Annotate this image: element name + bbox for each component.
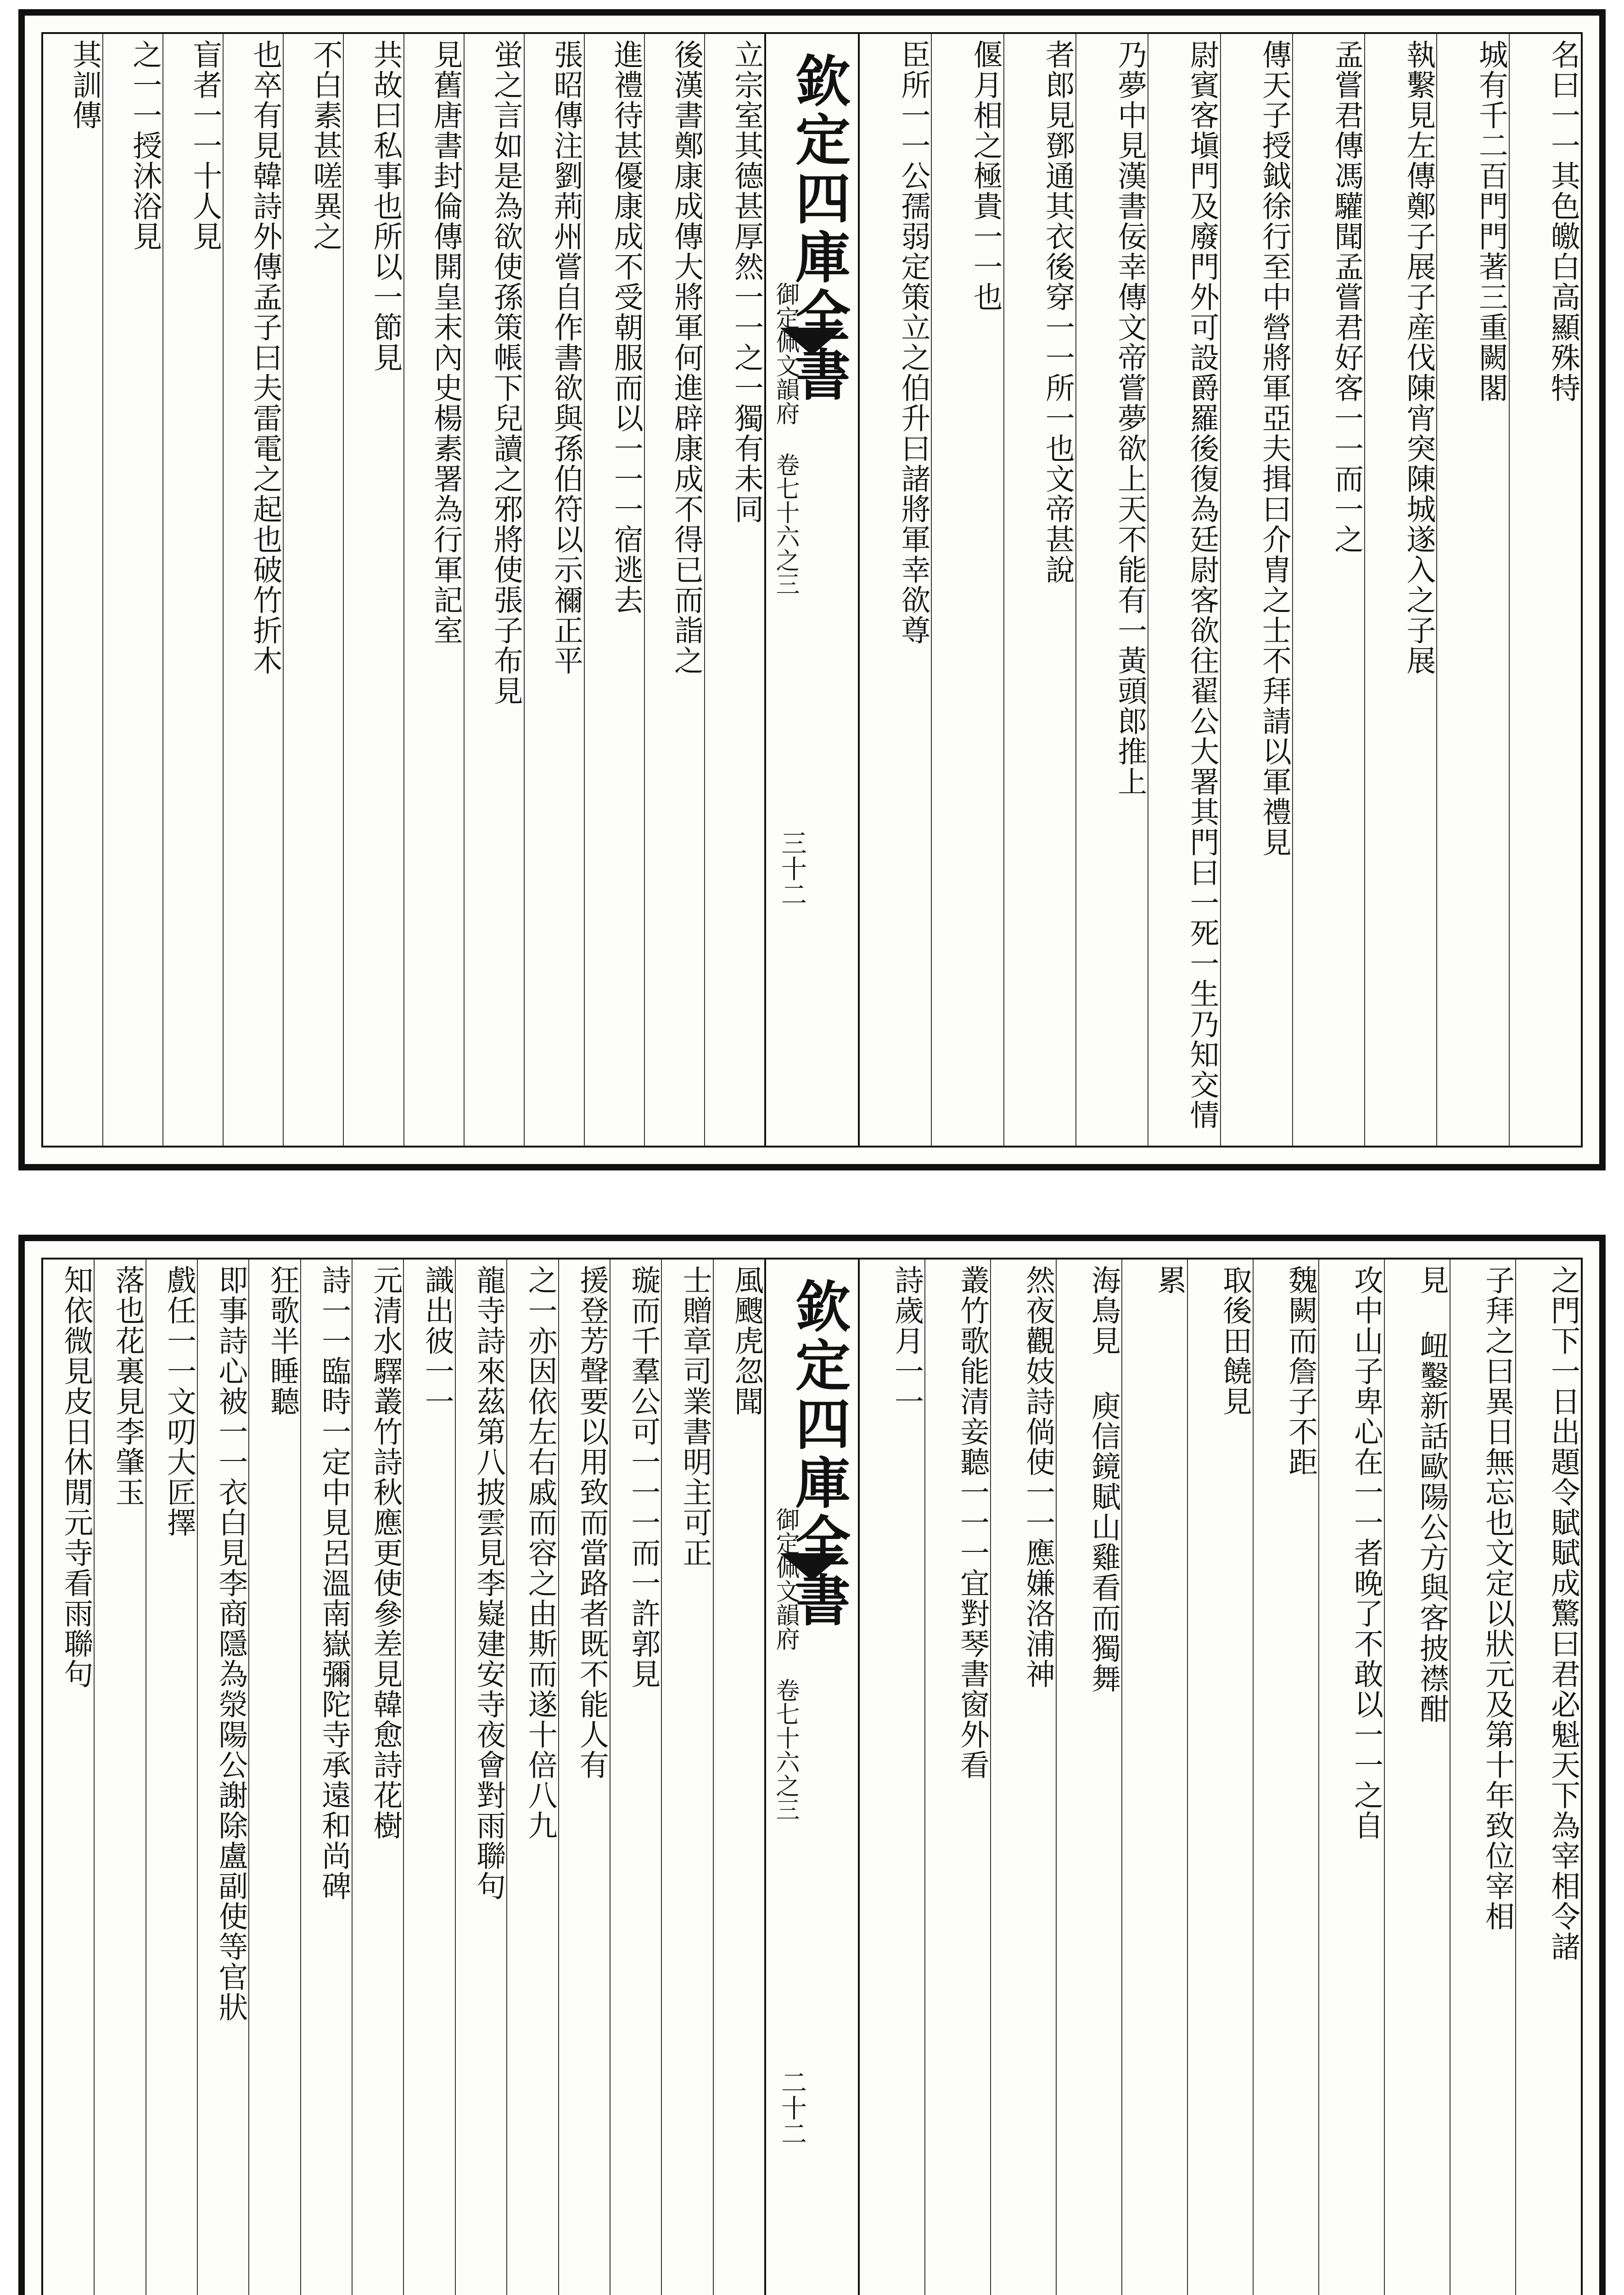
bottom-page-panel <box>18 1235 1606 2295</box>
text-column: 元清水驛叢竹詩秋應更使參差見韓愈詩花樹 <box>352 1259 403 2295</box>
text-column: 援登芳聲要以用致而當路者既不能人有 <box>558 1259 610 2295</box>
leaf-number: 三十二 <box>777 830 807 907</box>
text-column: 魏闕而詹子不距 <box>1253 1259 1318 2295</box>
text-column: 名曰一一其色皦白高顯殊特 <box>1509 34 1581 1146</box>
top-page-panel <box>18 9 1606 1170</box>
text-column: 即事詩心被一一衣白見李商隱為滎陽公謝除盧副使等官狀 <box>197 1259 248 2295</box>
text-column: 不白素甚嗟異之 <box>283 34 343 1146</box>
text-column: 其訓傳 <box>67 39 102 130</box>
top-page-frame <box>41 32 1583 1148</box>
text-column: 也卒有見韓詩外傳孟子曰夫雷電之起也破竹折木 <box>223 34 283 1146</box>
text-column: 後漢書鄭康成傳大將軍何進辟康成不得已而詣之 <box>644 34 704 1146</box>
text-column: 狂歌半睡聽 <box>248 1259 300 2295</box>
text-column: 共故曰私事也所以一節見 <box>343 34 403 1146</box>
leaf-number: 二十二 <box>777 2069 807 2146</box>
text-column: 孟嘗君傳馮驩聞孟嘗君好客一一而一之 <box>1292 34 1364 1146</box>
text-column: 海鳥見 庾信鏡賦山雞看而獨舞 <box>1056 1259 1121 2295</box>
bottom-left-half <box>43 1259 764 2295</box>
text-column: 攻中山子卑心在一一者晚了不敢以一一之自 <box>1318 1259 1384 2295</box>
text-column: 執繫見左傳鄭子展子産伐陳宵突陳城遂入之子展 <box>1364 34 1436 1146</box>
book-title: 欽定四庫全書 <box>786 1278 851 1630</box>
book-title: 欽定四庫全書 <box>786 52 851 405</box>
text-column: 之一一授沐浴見 <box>102 34 162 1146</box>
top-right-half <box>860 34 1581 1146</box>
top-left-half <box>43 34 764 1146</box>
text-column: 詩一一臨時一定中見呂溫南嶽彌陀寺承遠和尚碑 <box>300 1259 352 2295</box>
volume-label: 御定佩文韻府 卷七十六之三 <box>772 1507 799 1821</box>
text-column: 進禮待甚優康成不受朝服而以一一一宿逃去 <box>584 34 644 1146</box>
text-column: 者郎見鄧通其衣後穿一一所一也文帝甚說 <box>1003 34 1075 1146</box>
text-column: 尉賓客塡門及廢門外可設爵羅後復為廷尉客欲往翟公大署其門曰一死一生乃知交情 <box>1148 34 1220 1146</box>
text-column: 風颼虎忽聞 <box>713 1259 764 2295</box>
text-column: 立宗室其德甚厚然一一之一獨有未同 <box>704 34 764 1146</box>
volume-label: 御定佩文韻府 卷七十六之三 <box>772 282 799 596</box>
fishtail-mark <box>780 1553 844 1581</box>
text-column: 龍寺詩來茲第八披雲見李嶷建安寺夜會對雨聯句 <box>455 1259 506 2295</box>
text-column: 取後田饒見 <box>1187 1259 1253 2295</box>
text-column: 乃夢中見漢書佞幸傳文帝嘗夢欲上天不能有一黃頭郎推上 <box>1075 34 1148 1146</box>
text-column: 識出彼一一 <box>403 1259 454 2295</box>
text-column: 士贈章司業書明主可正 <box>661 1259 712 2295</box>
text-column: 張昭傳注劉荊州嘗自作書欲與孫伯符以示禰正平 <box>524 34 584 1146</box>
text-column: 戲任一一文叨大匠擇 <box>146 1259 197 2295</box>
text-column: 落也花裏見李肇玉 <box>94 1259 145 2295</box>
center-fold-header <box>764 34 860 1146</box>
center-fold-header <box>764 1259 860 2295</box>
fishtail-mark <box>780 328 844 355</box>
text-column: 傳天子授鉞徐行至中營將軍亞夫揖曰介胄之士不拜請以軍禮見 <box>1220 34 1292 1146</box>
text-column: 詩歲月一一 <box>890 1265 924 1416</box>
text-column: 城有千二百門門著三重闕閣 <box>1436 34 1508 1146</box>
bottom-right-half <box>860 1259 1581 2295</box>
text-column: 偃月相之極貴一一也 <box>931 34 1003 1146</box>
text-column: 累 <box>1121 1259 1187 2295</box>
text-column: 臣所一一公孺弱定策立之伯升曰諸將軍幸欲尊 <box>896 39 930 645</box>
text-column: 知依微見皮日休閒元寺看雨聯句 <box>59 1265 93 1689</box>
text-column: 之一亦因依左右戚而容之由斯而遂十倍八九 <box>506 1259 558 2295</box>
text-column: 見舊唐書封倫傳開皇末內史楊素署為行軍記室 <box>403 34 464 1146</box>
text-column: 子拜之曰異日無忘也文定以狀元及第十年致位宰相 <box>1450 1259 1515 2295</box>
text-column: 見 衄鑿新話歐陽公方與客披襟酣 <box>1384 1259 1450 2295</box>
text-column: 叢竹歌能清妾聽一一一宜對琴書窗外看 <box>924 1259 990 2295</box>
text-column: 盲者一一十人見 <box>162 34 223 1146</box>
text-column: 之門下一日出題令賦賦成驚曰君必魁天下為宰相令諸 <box>1515 1259 1581 2295</box>
text-column: 然夜觀妓詩倘使一一應嫌洛浦神 <box>990 1259 1056 2295</box>
text-column: 璇而千羣公可一一一而一許郭見 <box>610 1259 661 2295</box>
bottom-page-frame <box>41 1258 1583 2295</box>
text-column: 蛍之言如是為欲使孫策帳下兒讀之邪將使張子布見 <box>464 34 524 1146</box>
